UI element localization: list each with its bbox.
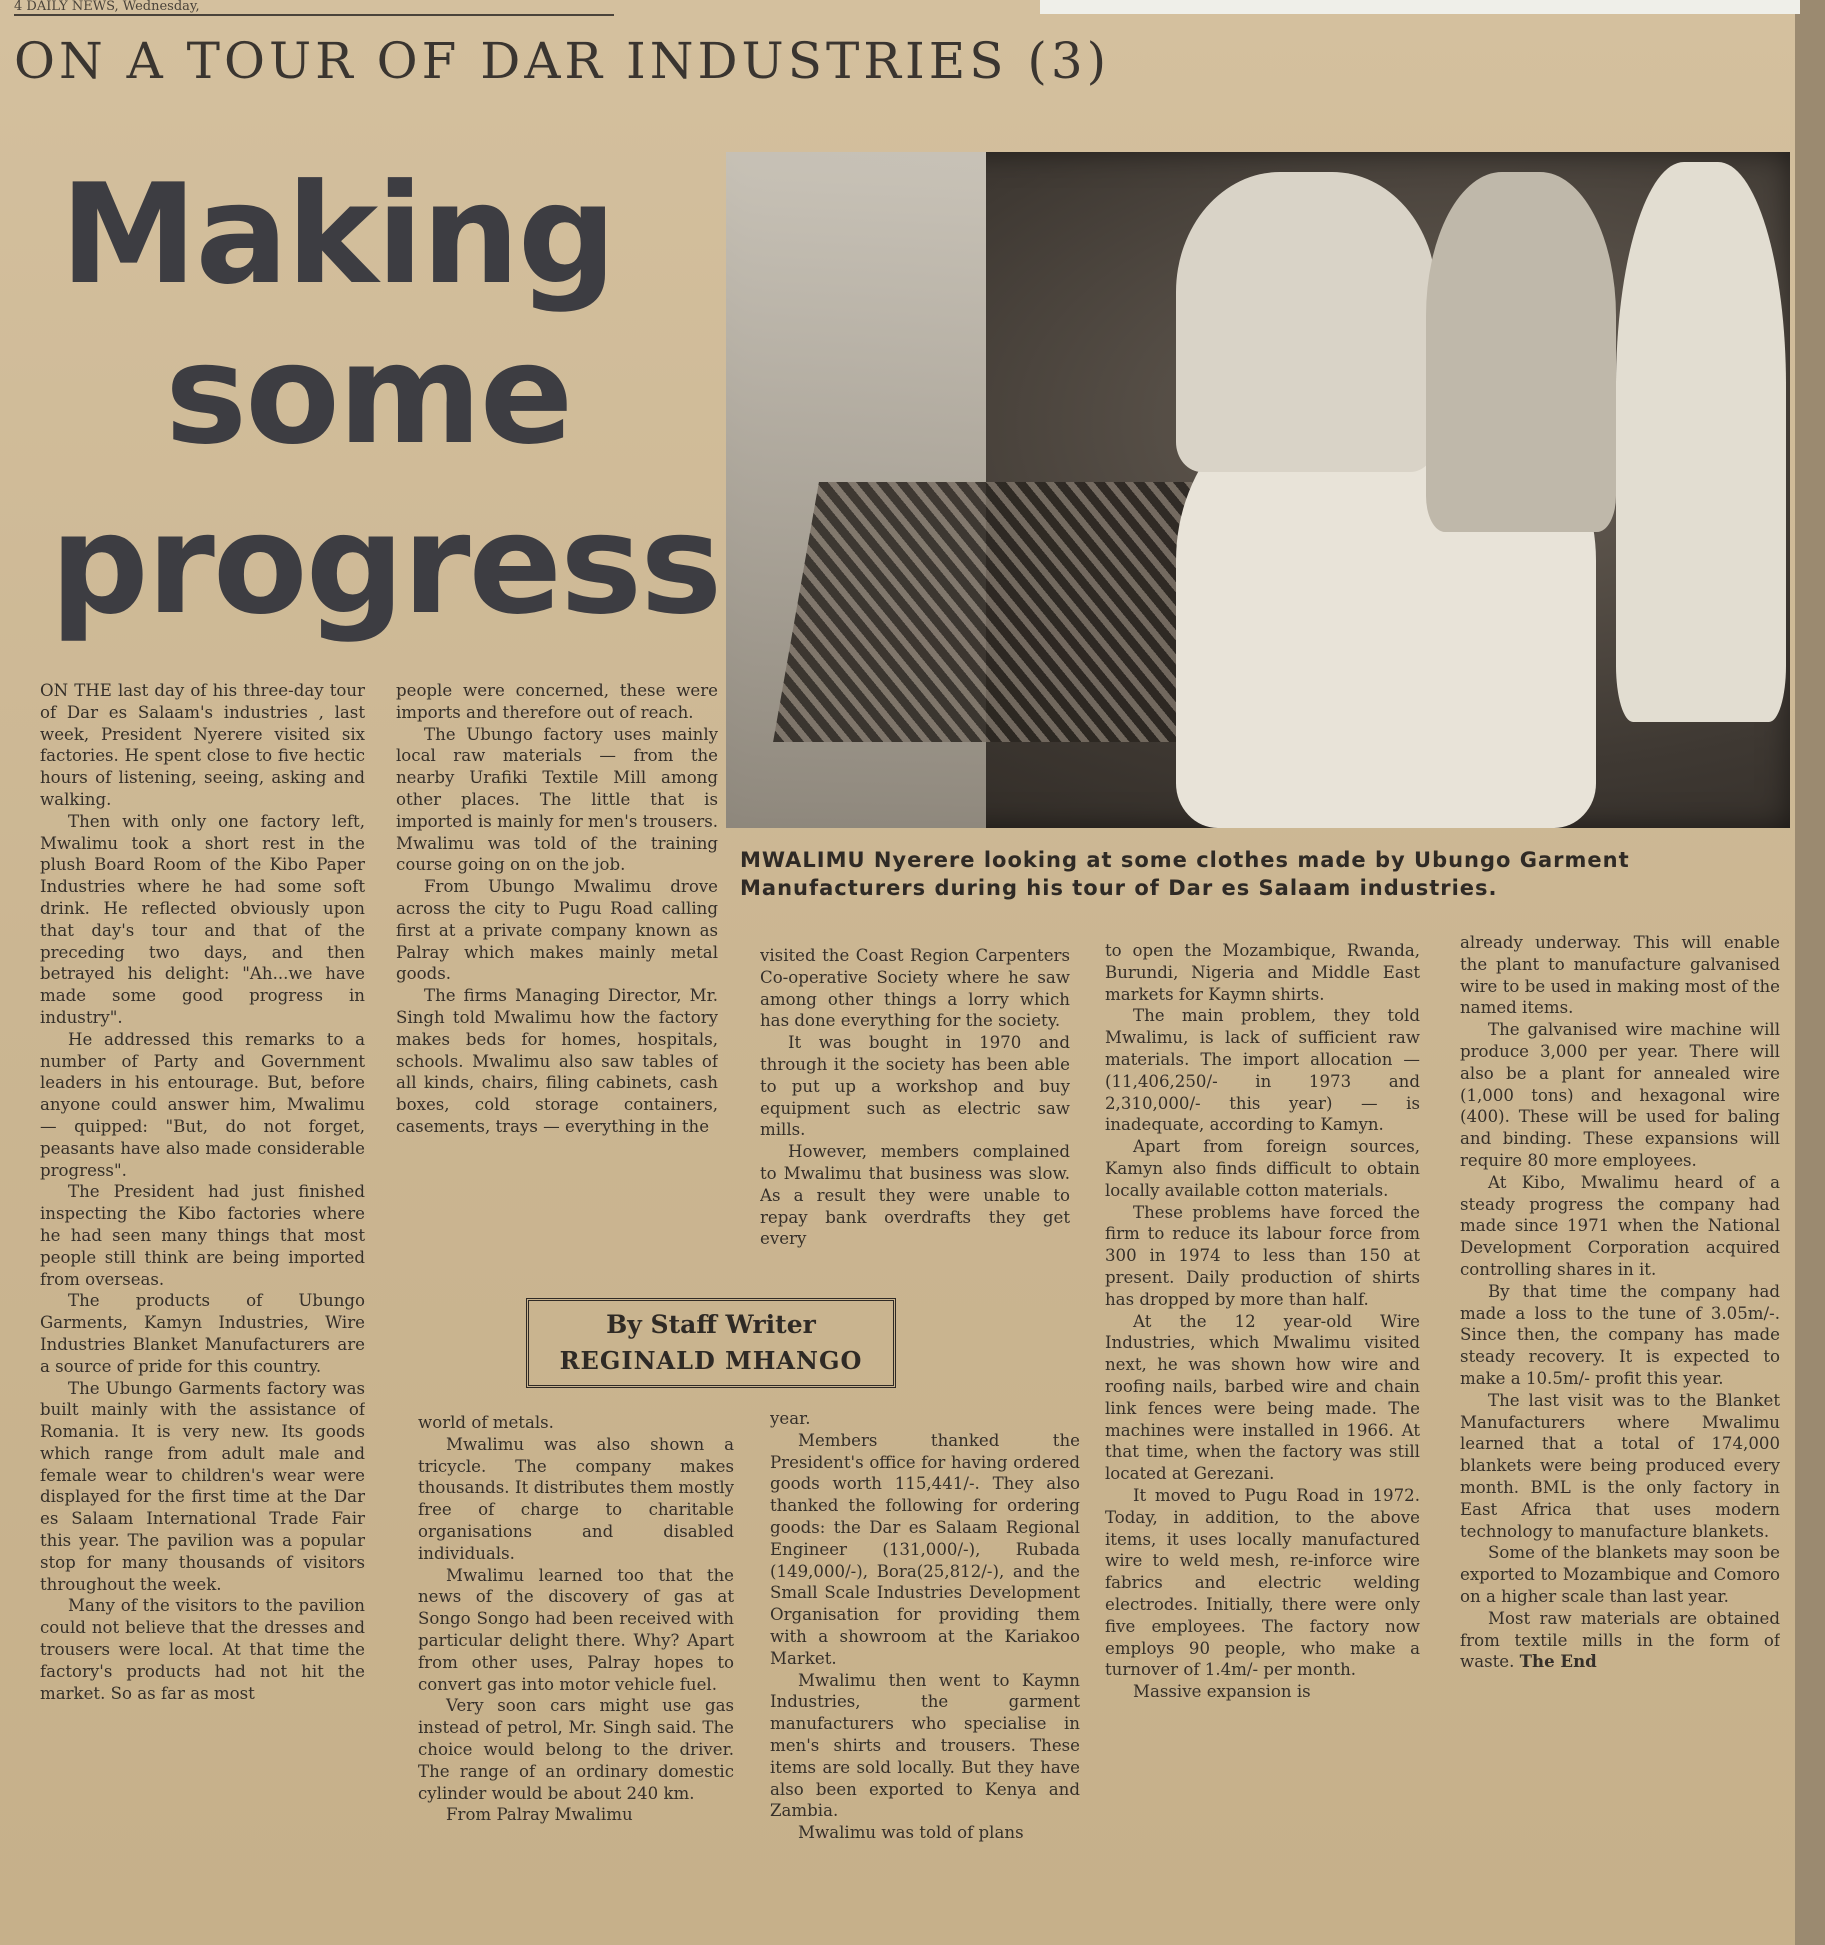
headline-line-1: Making (60, 154, 615, 315)
series-kicker: ON A TOUR OF DAR INDUSTRIES (3) (14, 32, 1111, 90)
end-mark: The End (1519, 1651, 1597, 1672)
paragraph: Apart from foreign sources, Kamyn also finds difficult to obtain locally available cotton materials. (1105, 1137, 1420, 1200)
paragraph: It moved to Pugu Road in 1972. Today, in addition, to the above items, it uses locally manufactured wire to weld mesh, re-inforce wire fabrics and electric welding electrodes. Initially, there were only five employees. The factory now employs 90 people, who make a turnover of 1.4m/- per month. (1105, 1485, 1420, 1680)
paragraph: These problems have forced the firm to reduce its labour force from 300 in 1974 to less than 150 at present. Daily production of shirts has dropped by more than half. (1105, 1202, 1420, 1309)
paragraph: By that time the company had made a loss to the tune of 3.05m/-. Since then, the company has made steady recovery. It is expected to make a 10.5m/- profit this year. (1460, 1281, 1780, 1388)
photo-caption: MWALIMU Nyerere looking at some clothes made by Ubungo Garment Manufacturers during his tour of Dar es Salaam industries. (740, 848, 1630, 900)
paragraph: Mwalimu learned too that the news of the discovery of gas at Songo Songo had been received with particular delight there. Why? Apart from other uses, Palray hopes to convert gas into motor vehicle fuel. (418, 1565, 734, 1694)
paragraph: people were concerned, these were imports and therefore out of reach. (396, 681, 718, 722)
paragraph: world of metals. (418, 1413, 554, 1432)
paragraph: Mwalimu was told of plans (798, 1823, 1024, 1843)
headline-line-3: progress (50, 484, 721, 645)
article-column-3-bottom (770, 1408, 1080, 1940)
paragraph: visited the Coast Region Carpenters Co-operative Society where he saw among other things a lorry which has done everything for the society. (760, 946, 1070, 1031)
paragraph: Many of the visitors to the pavilion could not believe that the dresses and trousers were local. At that time the factory's products had not hit the market. So as far as most (40, 1596, 365, 1703)
photo-figure-man (1176, 172, 1436, 472)
paragraph: Some of the blankets may soon be exported to Mozambique and Comoro on a higher scale than last year. (1460, 1543, 1780, 1606)
paragraph: From Palray Mwalimu (446, 1805, 633, 1825)
folio-rule (14, 14, 614, 16)
article-column-1 (40, 680, 365, 1940)
paragraph: year. (770, 1409, 811, 1428)
paragraph: The President had just finished inspecting the Kibo factories where he had seen many things that most people still think are being imported from overseas. (40, 1182, 365, 1289)
paragraph: ON THE last day of his three-day tour of Dar es Salaam's industries , last week, President Nyerere visited six factories. He spent close to five hectic hours of listening, seeing, asking and walking. (40, 681, 365, 809)
paragraph: already underway. This will enable the plant to manufacture galvanised wire to be used in making most of the named items. (1460, 933, 1780, 1018)
paragraph: Then with only one factory left, Mwalimu took a short rest in the plush Board Room of the Kibo Paper Industries where he had some soft drink. He reflected obviously upon that day's tour and that of the preceding two days, and then betrayed his delight: "Ah...we have made some good progress in industry". (40, 811, 365, 1027)
paragraph: From Ubungo Mwalimu drove across the city to Pugu Road calling first at a private company known as Palray which makes mainly metal goods. (396, 877, 718, 984)
paragraph: Massive expansion is (1133, 1682, 1311, 1702)
paragraph: Members thanked the President's office for having ordered goods worth 115,441/-. They also thanked the following for ordering goods: the Dar es Salaam Regional Engineer (131,000/-), Rubada (149,000/-), Bora(25,812/-), and the Small Scale Industries Development Organisation for providing them with a showroom at the Kariakoo Market. (770, 1430, 1080, 1668)
paragraph: Very soon cars might use gas instead of petrol, Mr. Singh said. The choice would belong to the driver. The range of an ordinary domestic cylinder would be about 240 km. (418, 1696, 734, 1803)
article-column-3-top (760, 945, 1070, 1275)
article-column-2-bottom (418, 1412, 734, 1940)
paragraph: He addressed this remarks to a number of Party and Government leaders in his entourage. But, before anyone could answer him, Mwalimu — quipped: "But, do not forget, peasants have also made considerable progress". (40, 1029, 365, 1180)
paragraph: The Ubungo Garments factory was built mainly with the assistance of Romania. It is very new. Its goods which range from adult male and female wear to children's wear were displayed for the first time at the Dar es Salaam International Trade Fair this year. The pavilion was a popular stop for many thousands of visitors throughout the week. (40, 1378, 365, 1594)
paragraph: Mwalimu was also shown a tricycle. The company makes thousands. It distributes them mostly free of charge to charitable organisations and disabled individuals. (418, 1434, 734, 1563)
article-column-5 (1460, 932, 1780, 1940)
paragraph: At Kibo, Mwalimu heard of a steady progress the company had made since 1971 when the National Development Corporation acquired controlling shares in it. (1460, 1172, 1780, 1279)
byline-box (526, 1298, 896, 1388)
paragraph: The products of Ubungo Garments, Kamyn Industries, Wire Industries Blanket Manufacturers are a source of pride for this country. (40, 1291, 365, 1376)
paragraph: The last visit was to the Blanket Manufacturers where Mwalimu learned that a total of 174,000 blankets were being produced every month. BML is the only factory in East Africa that uses modern technology to manufacture blankets. (1460, 1390, 1780, 1541)
article-column-4 (1105, 940, 1420, 1940)
paragraph: The main problem, they told Mwalimu, is lack of sufficient raw materials. The import allocation — (11,406,250/- in 1973 and 2,310,000/- this year) — is inadequate, according to Kamyn. (1105, 1006, 1420, 1135)
paragraph: Mwalimu then went to Kaymn Industries, the garment manufacturers who specialise in men's shirts and trousers. These items are sold locally. But they have also been exported to Kenya and Zambia. (770, 1670, 1080, 1821)
paragraph-text: Most raw materials are obtained from textile mills in the form of waste. (1460, 1608, 1780, 1672)
headline-line-2: some (165, 314, 572, 475)
byline-author: REGINALD MHANGO (559, 1346, 863, 1375)
paragraph: At the 12 year-old Wire Industries, which Mwalimu visited next, he was shown how wire and roofing nails, barbed wire and chain link fences were being made. The machines were installed in 1966. At that time, when the factory was still located at Gerezani. (1105, 1311, 1420, 1484)
folio-line: 4 DAILY NEWS, Wednesday, (14, 0, 200, 14)
paragraph: The Ubungo factory uses mainly local raw materials — from the nearby Urafiki Textile Mill among other places. The little that is imported is mainly for men's trousers. Mwalimu was told of the training course going on on the job. (396, 724, 718, 875)
photo-garments (773, 482, 1239, 742)
paragraph: However, members complained to Mwalimu that business was slow. As a result they were unable to repay bank overdrafts they get every (760, 1142, 1070, 1249)
page-edge (1795, 0, 1825, 1945)
torn-corner (1040, 0, 1800, 14)
paragraph: The firms Managing Director, Mr. Singh told Mwalimu how the factory makes beds for homes, hospitals, schools. Mwalimu also saw tables of all kinds, chairs, filing cabinets, cash boxes, cold storage containers, casements, trays — everything in the (396, 986, 718, 1136)
news-photo (726, 152, 1790, 828)
paragraph (1460, 1608, 1780, 1673)
paragraph: It was bought in 1970 and through it the society has been able to put up a workshop and buy equipment such as electric saw mills. (760, 1033, 1070, 1140)
byline-label: By Staff Writer (606, 1310, 816, 1339)
article-column-2-top (396, 680, 718, 1280)
photo-figure-officer (1426, 172, 1616, 532)
photo-figure-bystander (1616, 162, 1786, 722)
paragraph: The galvanised wire machine will produce 3,000 per year. There will also be a plant for annealed wire (1,000 tons) and hexagonal wire (400). These will be used for baling and binding. These expansions will require 80 more employees. (1460, 1020, 1780, 1170)
paragraph: to open the Mozambique, Rwanda, Burundi, Nigeria and Middle East markets for Kaymn shirts. (1105, 941, 1420, 1004)
headline (50, 155, 730, 655)
